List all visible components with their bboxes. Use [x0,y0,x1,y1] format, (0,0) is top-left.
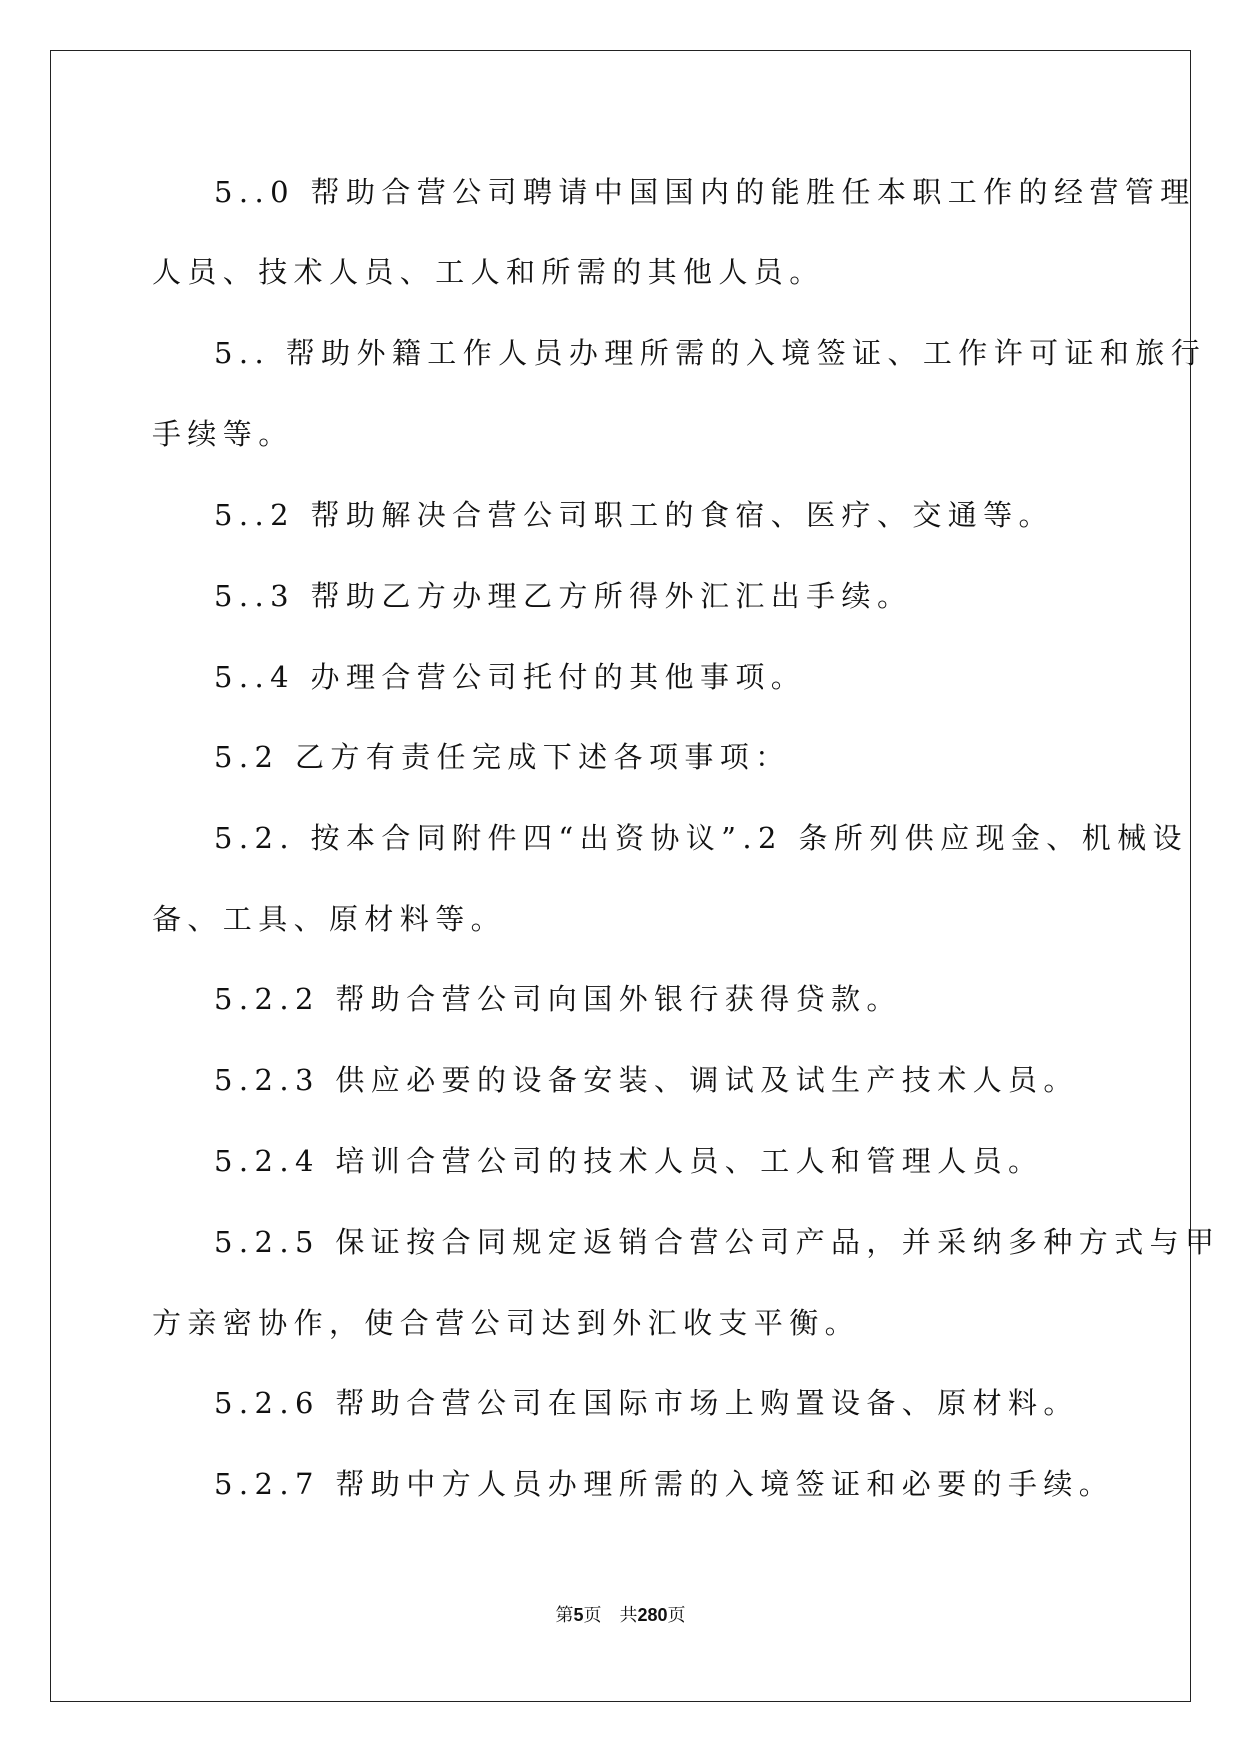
footer-middle: 页 共 [583,1605,638,1626]
paragraph-line: 5.2.6 帮助合营公司在国际市场上购置设备、原材料。 [214,1386,1079,1420]
paragraph-line: 5.2.2 帮助合营公司向国外银行获得贷款。 [214,982,902,1016]
paragraph-line: 5.2.4 培训合营公司的技术人员、工人和管理人员。 [214,1144,1044,1178]
page-number: 5 [573,1605,584,1625]
footer-prefix: 第 [555,1605,574,1626]
page-footer [0,1603,1241,1628]
paragraph-line: 5.2. 按本合同附件四“出资协议”.2 条所列供应现金、机械设 [214,821,1188,855]
page-border [50,50,1191,1702]
paragraph-line: 5.2 乙方有责任完成下述各项事项： [214,740,791,774]
paragraph-line: 手续等。 [152,417,294,451]
paragraph-line: 5.2.5 保证按合同规定返销合营公司产品，并采纳多种方式与甲 [214,1225,1221,1259]
paragraph-line: 人员、技术人员、工人和所需的其他人员。 [152,255,825,289]
total-pages: 280 [637,1605,668,1625]
paragraph-line: 5..3 帮助乙方办理乙方所得外汇汇出手续。 [214,579,913,613]
paragraph-line: 备、工具、原材料等。 [152,902,507,936]
paragraph-line: 5.. 帮助外籍工作人员办理所需的入境签证、工作许可证和旅行 [214,336,1207,370]
paragraph-line: 5.2.3 供应必要的设备安装、调试及试生产技术人员。 [214,1063,1079,1097]
paragraph-line: 5.2.7 帮助中方人员办理所需的入境签证和必要的手续。 [214,1467,1115,1501]
footer-suffix: 页 [667,1605,686,1626]
paragraph-line: 5..0 帮助合营公司聘请中国国内的能胜任本职工作的经营管理 [214,175,1196,209]
paragraph-line: 方亲密协作，使合营公司达到外汇收支平衡。 [152,1306,861,1340]
paragraph-line: 5..2 帮助解决合营公司职工的食宿、医疗、交通等。 [214,498,1054,532]
paragraph-line: 5..4 办理合营公司托付的其他事项。 [214,660,807,694]
